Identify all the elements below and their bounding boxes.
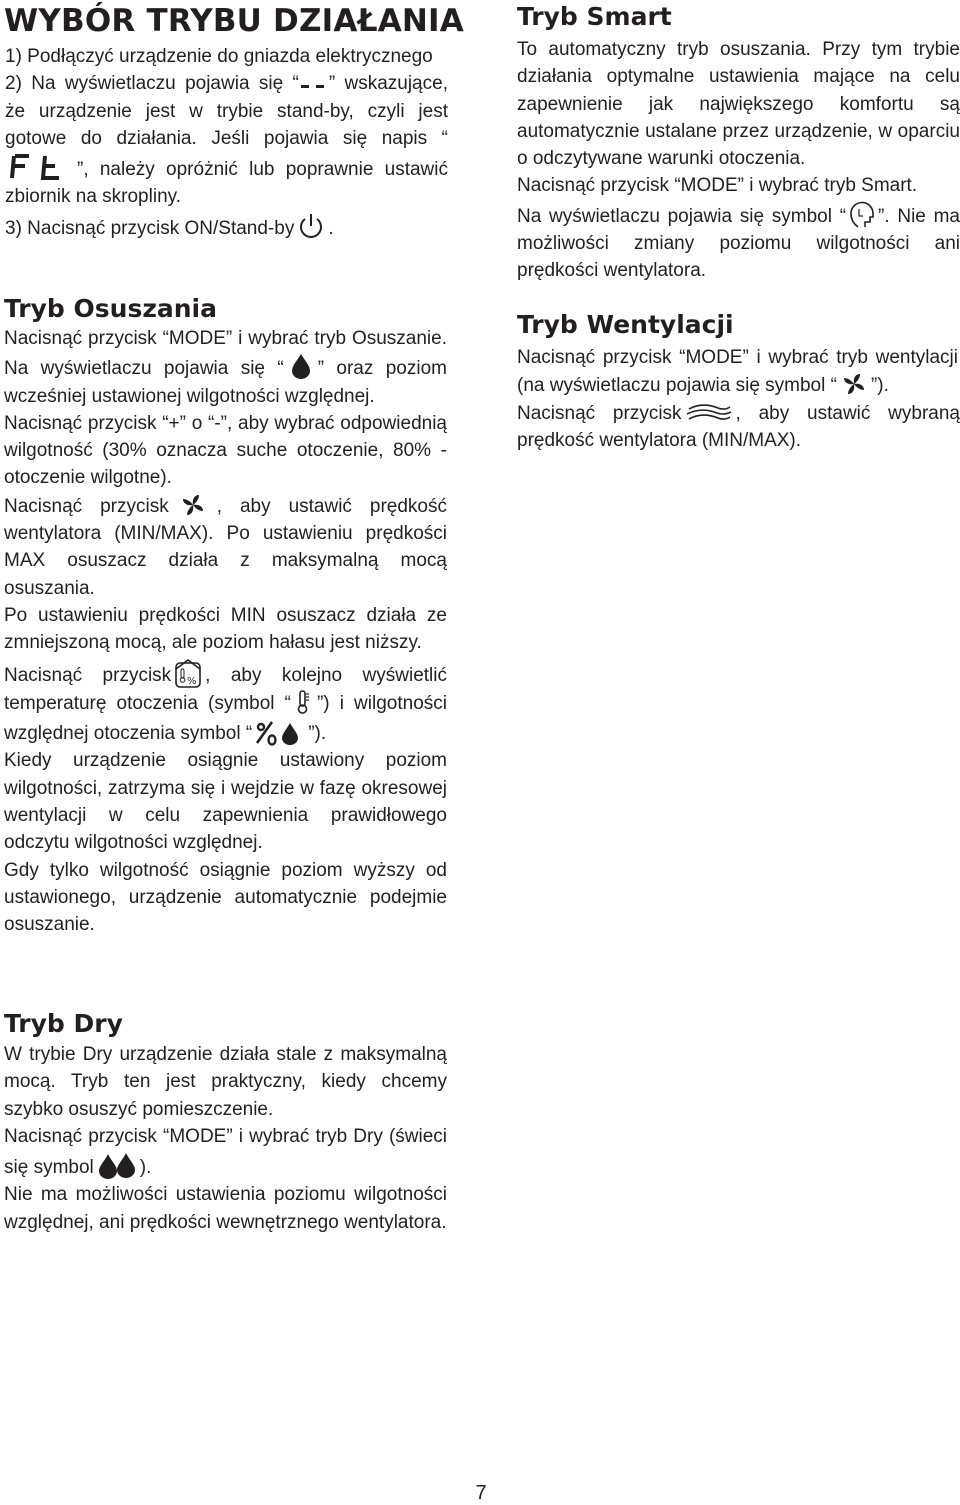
osuszania-paragraph-5: Nacisnąć przycisk % , aby kolejno wyświetlić temperaturę otoczenia (symbol “ ”) i wilgotności względnej otoczenia symbol “ ”). xyxy=(4,657,447,748)
dry-paragraph-2: Nacisnąć przycisk “MODE” i wybrać tryb Dry (świeci się symbol ). xyxy=(4,1125,447,1179)
water-drop-icon xyxy=(284,352,318,380)
steps-list xyxy=(5,43,448,242)
dry-paragraph-3: Nie ma możliwości ustawienia poziomu wilgotności względnej, ani prędkości wewnętrznego wentylatora. xyxy=(4,1184,447,1233)
wentylacji-paragraph-1: Nacisnąć przycisk “MODE” i wybrać tryb wentylacji (na wyświetlaczu pojawia się symbol “ ”). xyxy=(517,347,958,397)
osuszania-paragraph-3: Nacisnąć przycisk , aby ustawić prędkość wentylatora (MIN/MAX). Po ustawieniu prędkości MAX osuszacz działa z maksymalną mocą osuszania. xyxy=(4,492,447,602)
ft-display-icon xyxy=(5,152,77,182)
osuszania-paragraph-2: Nacisnąć przycisk “+” o “-”, aby wybrać odpowiednią wilgotność (30% oznacza suche otoczenie, 80% - otoczenie wilgotne). xyxy=(4,412,447,489)
smart-paragraph-2: Nacisnąć przycisk “MODE” i wybrać tryb Smart. xyxy=(517,175,918,197)
power-icon xyxy=(294,211,328,241)
page-number: 7 xyxy=(475,1482,487,1504)
section-heading-dry: Tryb Dry xyxy=(4,1009,123,1038)
thermometer-icon xyxy=(291,689,317,715)
fan-icon xyxy=(837,371,871,397)
section-osuszania xyxy=(4,325,447,939)
temp-humidity-button-icon xyxy=(171,657,205,689)
smart-face-icon xyxy=(846,200,878,230)
osuszania-paragraph-1: Nacisnąć przycisk “MODE” i wybrać tryb Osuszanie. Na wyświetlaczu pojawia się “ ” oraz poziom wcześniej ustawionej wilgotności względnej. xyxy=(4,328,447,407)
section-dry xyxy=(4,1041,447,1236)
section-heading-wentylacji: Tryb Wentylacji xyxy=(517,310,734,339)
osuszania-paragraph-6: Kiedy urządzenie osiągnie ustawiony poziom wilgotności, zatrzyma się i wejdzie w fazę okresowej wentylacji w celu zapewnienia prawidłowego odczytu wilgotności względnej. xyxy=(4,750,447,854)
fan-icon xyxy=(169,492,217,518)
svg-text:%: % xyxy=(187,675,197,687)
dry-paragraph-1: W trybie Dry urządzenie działa stale z maksymalną mocą. Tryb ten jest praktyczny, kiedy chcemy szybko osuszyć pomieszczenie. xyxy=(4,1044,447,1120)
osuszania-paragraph-7: Gdy tylko wilgotność osiągnie poziom wyższy od ustawionego, urządzenie automatycznie podejmie osuszanie. xyxy=(4,859,447,936)
section-heading-osuszania: Tryb Osuszania xyxy=(4,294,218,323)
wind-icon xyxy=(682,401,736,425)
step-1: 1) Podłączyć urządzenie do gniazda elektrycznego xyxy=(5,46,433,67)
double-drop-icon xyxy=(94,1150,140,1180)
page-title: WYBÓR TRYBU DZIAŁANIA xyxy=(4,3,464,39)
smart-paragraph-3: Na wyświetlaczu pojawia się symbol “ ”. Nie ma możliwości zmiany poziomu wilgotności ani prędkości wentylatora. xyxy=(517,200,960,285)
osuszania-paragraph-4: Po ustawieniu prędkości MIN osuszacz działa ze zmniejszoną mocą, ale poziom hałasu jest niższy. xyxy=(4,604,447,654)
section-wentylacji xyxy=(517,344,960,454)
section-heading-smart: Tryb Smart xyxy=(517,2,672,31)
section-smart xyxy=(517,36,960,285)
percent-drop-icon xyxy=(252,717,308,747)
step-2: 2) Na wyświetlaczu pojawia się “ ” wskazujące, że urządzenie jest w trybie stand-by, czyli jest gotowe do działania. Jeśli pojawia się napis “”, należy opróżnić lub poprawnie ustawić zbiornik na skropliny. xyxy=(5,73,448,208)
step-3: 3) Nacisnąć przycisk ON/Stand-by . xyxy=(5,211,448,242)
dashes-icon xyxy=(299,80,329,94)
wentylacji-paragraph-2: Nacisnąć przycisk , aby ustawić wybraną prędkość wentylatora (MIN/MAX). xyxy=(517,402,960,451)
smart-paragraph-1: To automatyczny tryb osuszania. Przy tym trybie działania optymalne ustawienia mające na celu zapewnienie jak największego komfortu są automatycznie ustalane przez urządzenie, w oparciu o odczytywane warunki otoczenia. xyxy=(517,39,960,170)
